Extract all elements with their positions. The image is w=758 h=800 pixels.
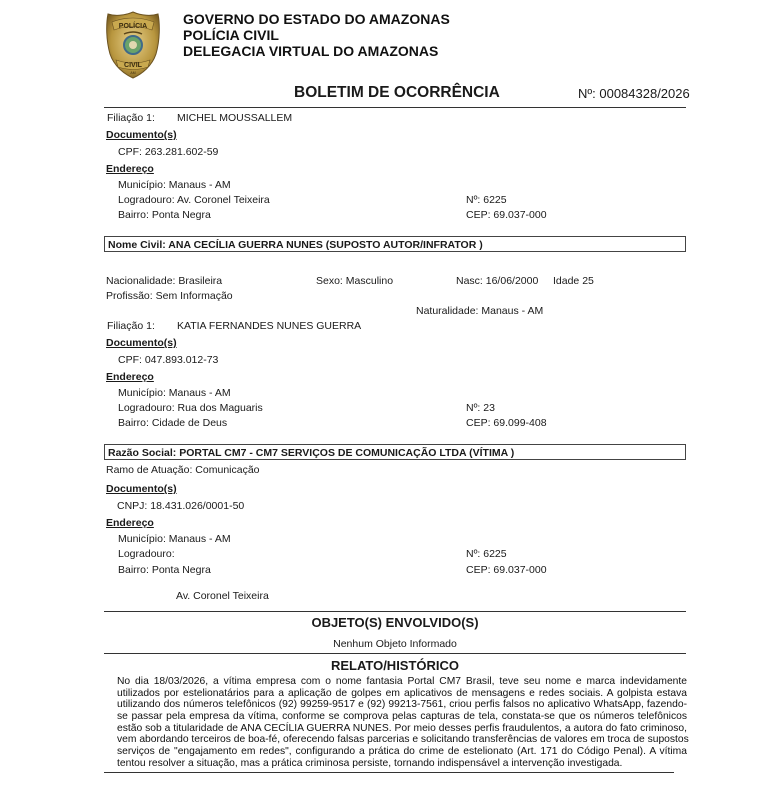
relato-line: tentou resolver a situação, mas a prática criminosa persiste, tornando indispensável a intervenção investigada. — [117, 757, 623, 769]
naturalidade: Naturalidade: Manaus - AM — [416, 305, 544, 317]
idade: Idade 25 — [553, 275, 594, 287]
municipio: Município: Manaus - AM — [118, 387, 231, 399]
document-number: Nº: 00084328/2026 — [578, 86, 690, 101]
documentos-heading: Documento(s) — [106, 483, 177, 495]
suspect-header-box — [104, 236, 686, 252]
ramo-atuacao: Ramo de Atuação: Comunicação — [106, 464, 260, 476]
logradouro: Logradouro: — [118, 548, 175, 560]
relato-line: se passar pela empresa da vítima, conforme se comprova pelas capturas de tela, constata-se que os números telefônicos — [117, 711, 687, 723]
logradouro: Logradouro: Rua dos Maguaris — [118, 402, 263, 414]
endereco-heading: Endereço — [106, 163, 154, 175]
relato-title: RELATO/HISTÓRICO — [330, 658, 460, 673]
svg-text:CIVIL: CIVIL — [124, 62, 142, 69]
cnpj: CNPJ: 18.431.026/0001-50 — [117, 500, 245, 512]
relato-line: utilizados por estelionatários para a aplicação de golpes em aplicativos de mensagens e redes sociais. A golpista estava — [117, 687, 687, 699]
bairro: Bairro: Ponta Negra — [118, 564, 211, 576]
cpf: CPF: 263.281.602-59 — [118, 146, 219, 158]
suspect-name-header: Nome Civil: ANA CECÍLIA GUERRA NUNES (SUPOSTO AUTOR/INFRATOR ) — [108, 239, 483, 251]
documentos-heading: Documento(s) — [106, 129, 177, 141]
numero: Nº: 6225 — [466, 548, 507, 560]
divider — [104, 611, 686, 612]
badge-icon — [104, 10, 162, 80]
filiacao-value: MICHEL MOUSSALLEM — [177, 112, 293, 124]
cep: CEP: 69.037-000 — [466, 564, 547, 576]
nascimento: Nasc: 16/06/2000 — [456, 275, 539, 287]
svg-text:POLÍCIA: POLÍCIA — [118, 23, 148, 30]
municipio: Município: Manaus - AM — [118, 533, 231, 545]
objetos-title: OBJETO(S) ENVOLVIDO(S) — [311, 615, 479, 630]
relato-text — [117, 676, 687, 770]
divider — [104, 772, 674, 773]
relato-line: utilizando dos números telefônicos (92) 99259-9517 e (92) 99213-7561, criou perfis falsos no aplicativo WhatsApp, fazendo- — [117, 699, 687, 711]
svg-text:AM: AM — [130, 71, 136, 75]
relato-line: No dia 18/03/2026, a vítima empresa com o nome fantasia Portal CM7 Brasil, teve seu nome e marca indevidamente — [117, 676, 687, 687]
relato-line: serviços de "engajamento em redes", configurando a prática do crime de estelionato (Art. 171 do Código Penal). A vítima — [117, 746, 687, 758]
filiacao-label: Filiação 1: — [107, 320, 155, 332]
objetos-value: Nenhum Objeto Informado — [333, 638, 457, 650]
relato-line: estão sob a titularidade de ANA CECÍLIA GUERRA NUNES. Por meio desses perfis fraudulentos, a autora do fato criminoso, — [117, 722, 687, 734]
relato-line: vem abordando terceiros de boa-fé, oferecendo falsas parcerias e solicitando transferências de valores em troca de supostos — [117, 734, 689, 746]
logradouro-overflow: Av. Coronel Teixeira — [176, 590, 269, 602]
divider — [104, 653, 686, 654]
bairro: Bairro: Ponta Negra — [118, 209, 211, 221]
header-line-government: GOVERNO DO ESTADO DO AMAZONAS — [183, 11, 450, 27]
filiacao-value: KATIA FERNANDES NUNES GUERRA — [177, 320, 362, 332]
document-title: BOLETIM DE OCORRÊNCIA — [294, 84, 500, 101]
victim-name-header: Razão Social: PORTAL CM7 - CM7 SERVIÇOS DE COMUNICAÇÃO LTDA (VÍTIMA ) — [108, 447, 515, 459]
filiacao-label: Filiação 1: — [107, 112, 155, 124]
numero: Nº: 6225 — [466, 194, 507, 206]
sexo: Sexo: Masculino — [316, 275, 394, 287]
logradouro: Logradouro: Av. Coronel Teixeira — [118, 194, 270, 206]
municipio: Município: Manaus - AM — [118, 179, 231, 191]
police-badge-logo — [104, 10, 162, 80]
bairro: Bairro: Cidade de Deus — [118, 417, 228, 429]
cep: CEP: 69.099-408 — [466, 417, 547, 429]
cpf: CPF: 047.893.012-73 — [118, 354, 219, 366]
numero: Nº: 23 — [466, 402, 495, 414]
documentos-heading: Documento(s) — [106, 337, 177, 349]
nacionalidade: Nacionalidade: Brasileira — [106, 275, 223, 287]
profissao: Profissão: Sem Informação — [106, 290, 233, 302]
cep: CEP: 69.037-000 — [466, 209, 547, 221]
endereco-heading: Endereço — [106, 517, 154, 529]
header-line-police: POLÍCIA CIVIL — [183, 27, 279, 43]
victim-header-box — [104, 444, 686, 460]
endereco-heading: Endereço — [106, 371, 154, 383]
divider — [104, 107, 686, 108]
header-line-delegacia: DELEGACIA VIRTUAL DO AMAZONAS — [183, 43, 439, 59]
